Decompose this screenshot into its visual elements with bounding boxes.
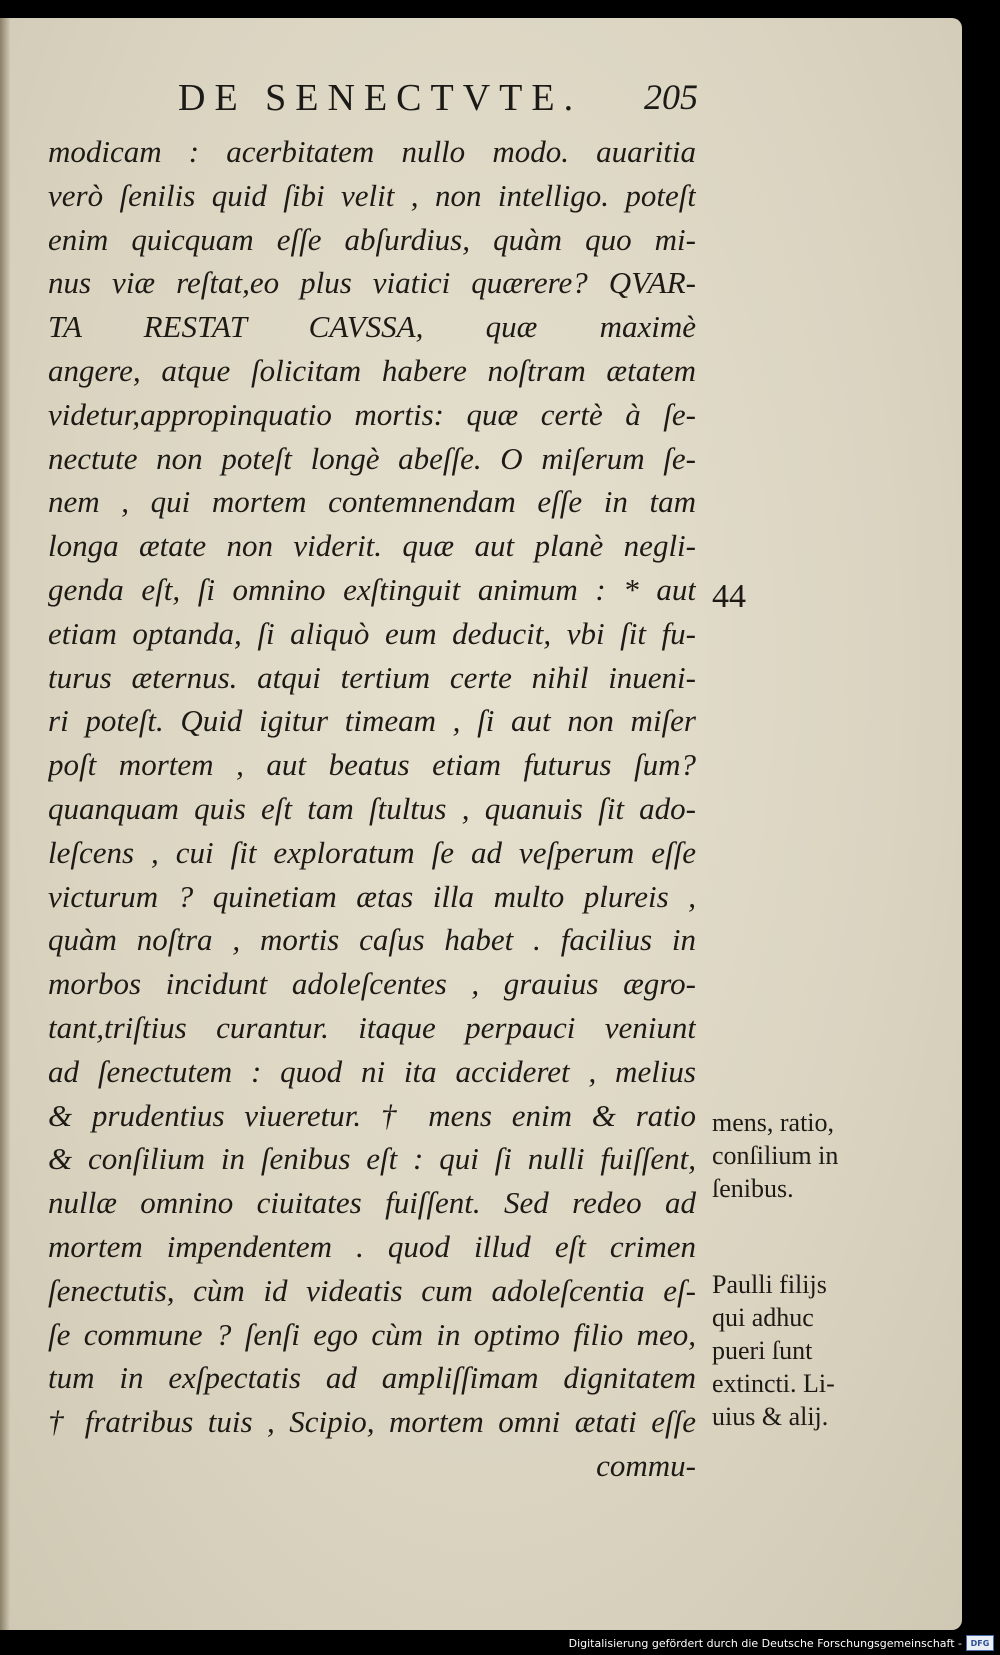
footer-credit (569, 1633, 994, 1653)
text-line: ſe commune ? ſenſi ego cùm in optimo filio meo, (48, 1316, 696, 1352)
side-note-line: qui adhuc (712, 1303, 814, 1332)
text-line: videtur,appropinquatio mortis: quæ certè à ſe- (48, 396, 696, 432)
text-line: longa ætate non viderit. quæ aut planè negli- (48, 528, 696, 564)
text-line: & conſilium in ſenibus eſt : qui ſi nulli fuiſſent, (48, 1141, 696, 1177)
text-line: quàm noſtra , mortis caſus habet . facilius in (48, 922, 696, 958)
text-line: tum in exſpectatis ad ampliſſimam dignitatem (48, 1360, 696, 1396)
side-note-mens-ratio (712, 1106, 884, 1205)
text-line: leſcens , cui ſit exploratum ſe ad veſperum eſſe (48, 834, 696, 870)
text-line: quanquam quis eſt tam ſtultus , quanuis ſit ado- (48, 790, 696, 826)
text-line: verò ſenilis quid ſibi velit , non intelligo. poteſt (48, 177, 696, 213)
text-line: poſt mortem , aut beatus etiam futurus ſum? (48, 747, 696, 783)
side-note-line: pueri ſunt (712, 1336, 813, 1365)
text-line: etiam optanda, ſi aliquò eum deducit, vbi ſit fu- (48, 615, 696, 651)
margin-section-number: 44 (712, 578, 746, 615)
side-note-paulli (712, 1268, 884, 1433)
page-header (178, 76, 698, 126)
side-note-line: ſenibus. (712, 1174, 794, 1203)
text-line: nem , qui mortem contemnendam eſſe in tam (48, 484, 696, 520)
text-line: ſenectutis, cùm id videatis cum adoleſcentia eſ- (48, 1272, 696, 1308)
text-line: ri poteſt. Quid igitur timeam , ſi aut non miſer (48, 703, 696, 739)
page-number: 205 (644, 77, 698, 117)
side-note-line: uius & alij. (712, 1402, 829, 1431)
text-line: nus viæ reſtat,eo plus viatici quærere? QVAR- (48, 265, 696, 301)
text-line: nectute non poteſt longè abeſſe. O miſerum ſe- (48, 440, 696, 476)
text-line: commu- (596, 1447, 696, 1483)
side-note-line: extincti. Li- (712, 1369, 835, 1398)
text-line: modicam : acerbitatem nullo modo. auaritia (48, 134, 696, 169)
dfg-logo[interactable]: DFG (966, 1635, 994, 1651)
text-line: morbos incidunt adoleſcentes , grauius ægro- (48, 966, 696, 1002)
text-line: † fratribus tuis , Scipio, mortem omni ætati eſſe (48, 1404, 696, 1440)
side-note-line: conſilium in (712, 1141, 839, 1170)
text-line: angere, atque ſolicitam habere noſtram ætatem (48, 352, 696, 388)
footer-text: Digitalisierung gefördert durch die Deutsche Forschungsgemeinschaft - (568, 1636, 962, 1650)
book-page (0, 18, 962, 1630)
text-line: victurum ? quinetiam ætas illa multo plureis , (48, 878, 696, 914)
body-text (48, 130, 696, 1488)
text-line: enim quicquam eſſe abſurdius, quàm quo mi- (48, 221, 696, 257)
page-fold-shadow (0, 18, 10, 1630)
text-line: nullæ omnino ciuitates fuiſſent. Sed redeo ad (48, 1185, 696, 1221)
running-head: DE SENECTVTE. (178, 77, 583, 119)
text-line: tant,triſtius curantur. itaque perpauci veniunt (48, 1009, 696, 1045)
text-line: & prudentius viueretur. † mens enim & ratio (48, 1097, 696, 1133)
text-line: ad ſenectutem : quod ni ita accideret , melius (48, 1053, 696, 1089)
text-line: TA RESTAT CAVSSA, quæ maximè (48, 309, 696, 345)
text-line: genda eſt, ſi omnino exſtinguit animum : * aut (48, 571, 696, 607)
text-line: mortem impendentem . quod illud eſt crimen (48, 1228, 696, 1264)
side-note-line: mens, ratio, (712, 1108, 835, 1137)
side-note-line: Paulli filijs (712, 1270, 827, 1299)
text-line: turus æternus. atqui tertium certe nihil inueni- (48, 659, 696, 695)
